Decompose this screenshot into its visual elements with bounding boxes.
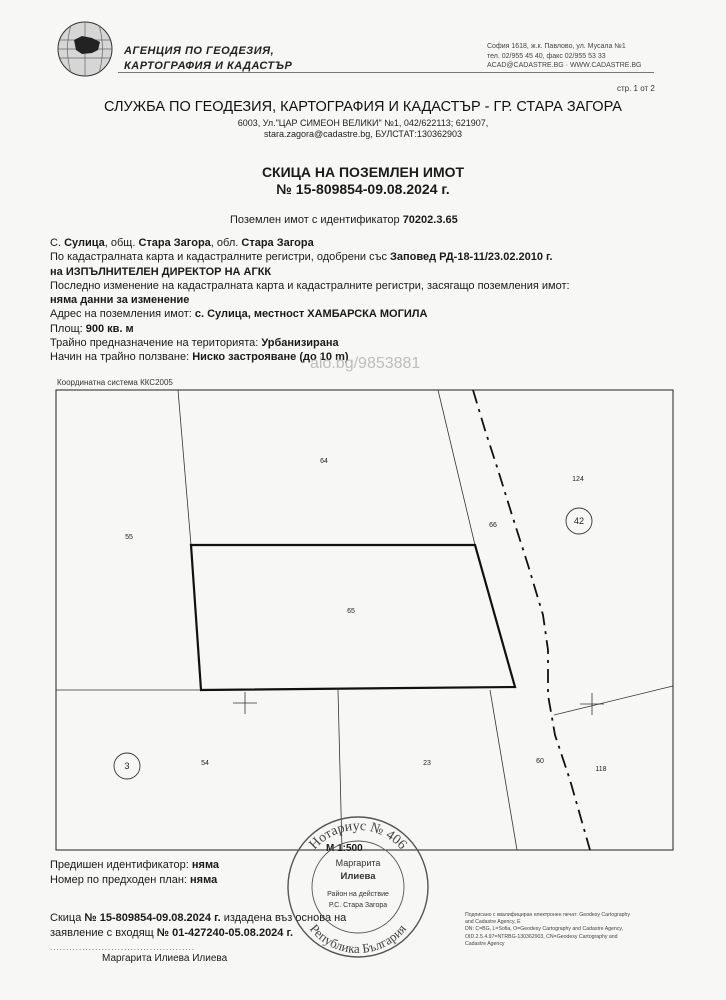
- map-frame: [56, 390, 673, 853]
- parcel-label: 23: [423, 760, 431, 767]
- stamp-name1: Маргарита: [335, 858, 381, 868]
- circle-label: 3: [124, 761, 130, 771]
- boundary-line: [490, 690, 517, 850]
- stamp-top-text: Нотариус №: [306, 818, 386, 853]
- parcel-label: 66: [489, 522, 497, 529]
- stamp-bottom-text: Република България: [307, 921, 409, 957]
- watermark: alo.bg/9853881: [310, 355, 421, 372]
- agency-name: АГЕНЦИЯ ПО ГЕОДЕЗИЯ, КАРТОГРАФИЯ И КАДАСТЪР: [124, 45, 293, 72]
- parcel-label: 118: [595, 766, 607, 773]
- agency-contact: София 1618, ж.к. Павлово, ул. Мусала №1 тел. 02/955 45 40, факс 02/955 53 33 ACAD@CADASTRE.BG · WWW.CADASTRE.BG: [487, 43, 642, 69]
- parcel-label: 65: [347, 608, 355, 615]
- signer-name: Маргарита Илиева Илиева: [102, 953, 228, 964]
- office-title: СЛУЖБА ПО ГЕОДЕЗИЯ, КАРТОГРАФИЯ И КАДАСТЪР - ГР. СТАРА ЗАГОРА: [104, 99, 622, 115]
- sketch-issuance: Скица № 15-809854-09.08.2024 г. издадена въз основа на заявление с входящ № 01-427240-05.08.2024 г.: [50, 912, 347, 939]
- stamp-district1: Район на действие: [327, 891, 389, 898]
- parcel-identifier: Поземлен имот с идентификатор 70202.3.65: [230, 214, 458, 226]
- coordinate-system-label: Координатна система ККС2005: [57, 378, 173, 387]
- stamp-number: 406: [383, 827, 410, 853]
- boundary-line: [438, 390, 475, 545]
- stamp-district2: Р.С. Стара Загора: [328, 902, 388, 909]
- boundary-line: [554, 686, 673, 715]
- subject-parcel-65: [191, 545, 515, 690]
- electronic-seal-info: Подписано с квалифициран електронен печат: Geodesy Cartography and Cadastre Agency, E DN: C=BG, L=Sofia, O=Geodesy Cartography and Cadastre Agency, OID.2.5.4.97=NTRBG-130362903, CN=Geodesy Cartography and Cadastre Agency: [465, 912, 630, 947]
- signature-line: .............................................: [50, 943, 196, 952]
- parcel-label: 54: [201, 760, 209, 767]
- svg-text:Нотариус № 406: [307, 819, 410, 853]
- circle-label: 42: [573, 516, 585, 526]
- previous-identifiers: Предишен идентификатор: няма Номер по предходен план: няма: [50, 859, 220, 886]
- document-title: СКИЦА НА ПОЗЕМЛЕН ИМОТ № 15-809854-09.08.2024 г.: [261, 164, 465, 197]
- notary-stamp: [283, 812, 433, 962]
- page-number: стр. 1 от 2: [617, 84, 655, 93]
- map-scale: М 1:500: [326, 843, 363, 854]
- office-address: 6003, Ул."ЦАР СИМЕОН ВЕЛИКИ" №1, 042/622113; 621907, stara.zagora@cadastre.bg, БУЛСТАТ:130362903: [237, 118, 489, 139]
- parcel-label: 124: [572, 476, 584, 483]
- parcel-label: 55: [125, 534, 133, 541]
- svg-text:Република България: [307, 921, 409, 956]
- boundary-line: [178, 390, 191, 545]
- property-info: С. Сулица, общ. Стара Загора, обл. Стара Загора По кадастралната карта и кадастралните регистри, одобрени със Заповед РД-18-11/23.02.2010 г. на ИЗПЪЛНИТЕЛЕН ДИРЕКТОР НА АГКК Последно изменение на кадастралната карта и кадастралните регистри, засягащо поземления имот: няма данни за изменение Адрес на поземления имот: с. Сулица, местност ХАМБАРСКА МОГИЛА Площ: 900 кв. м Трайно предназначение на територията: Урбанизирана Начин на трайно ползване: Ниско застрояване (до 10 m): [50, 237, 570, 364]
- parcel-label: 60: [536, 758, 544, 765]
- parcel-label: 64: [320, 458, 328, 465]
- road-boundary-line: [473, 390, 590, 850]
- stamp-name2: Илиева: [340, 871, 376, 882]
